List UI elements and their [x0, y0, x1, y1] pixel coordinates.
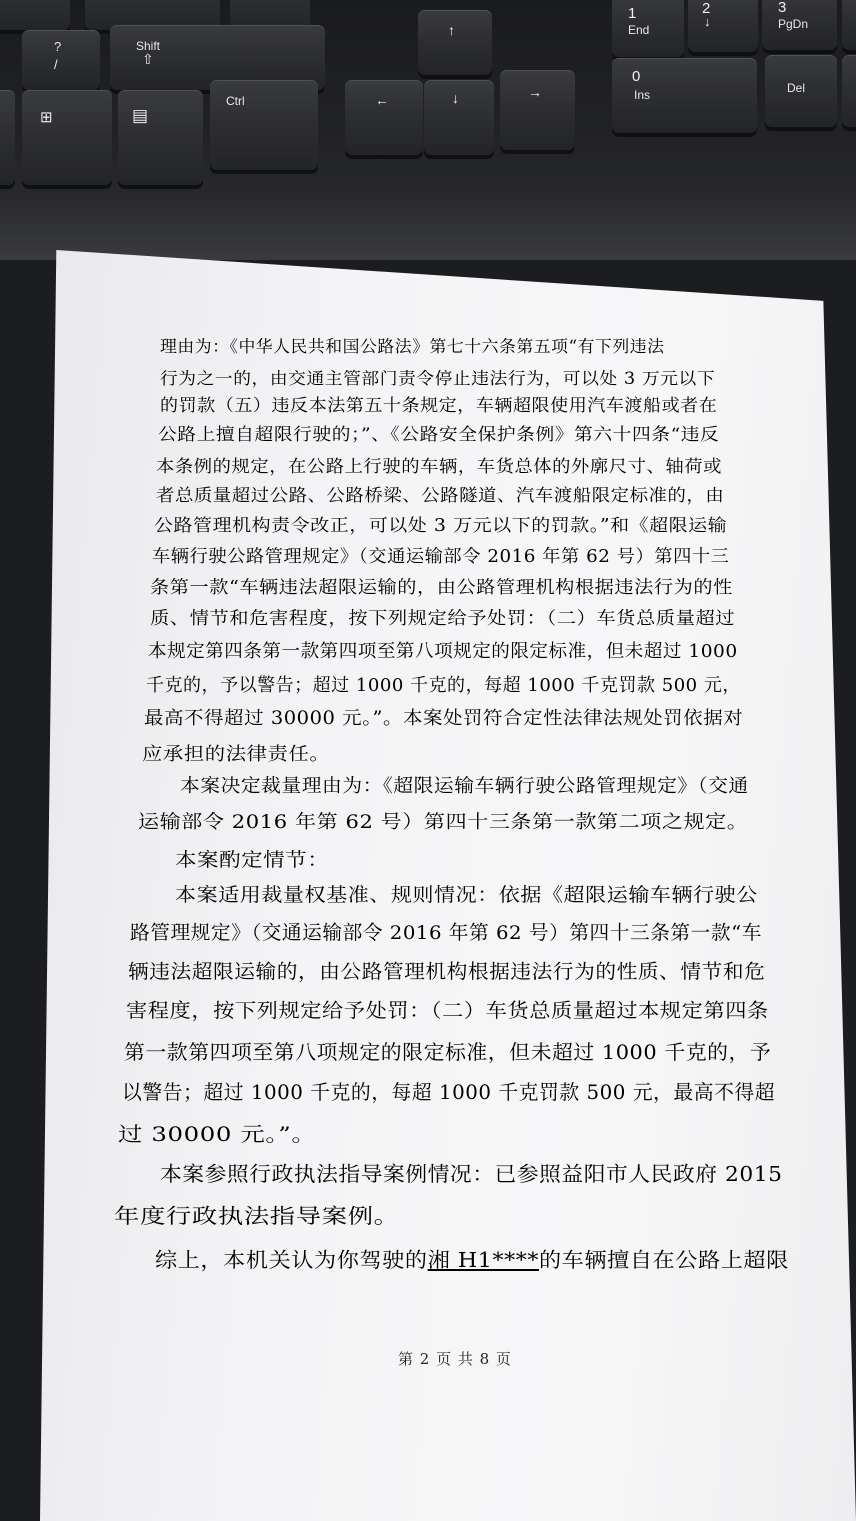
key-numpad-1-label: End: [628, 23, 650, 37]
key-windows: [22, 90, 112, 185]
key-top-left: [0, 0, 70, 30]
doc-line-4: 公路上擅自超限行驶的；”、《公路安全保护条例》第六十四条“违反: [158, 424, 720, 444]
doc-line-20: 辆违法超限运输的，由公路管理机构根据违法行为的性质、情节和危: [128, 960, 766, 983]
doc-line-18: 本案适用裁量权基准、规则情况：依据《超限运输车辆行驶公: [175, 884, 758, 906]
doc-line-8: 车辆行驶公路管理规定》（交通运输部令 2016 年第 62 号）第四十三: [152, 547, 730, 567]
menu-icon: ▤: [132, 106, 149, 125]
doc-line-23: 以警告；超过 1000 千克的，每超 1000 千克罚款 500 元，最高不得超: [122, 1081, 776, 1104]
doc-line-19: 路管理规定》（交通运输部令 2016 年第 62 号）第四十三条第一款“车: [130, 921, 762, 944]
arrow-down-icon: ↓: [452, 90, 459, 106]
key-shift-label: Shift: [136, 39, 161, 53]
doc-line-13: 最高不得超过 30000 元。”。本案处罚符合定性法律法规处罚依据对: [144, 708, 744, 729]
arrow-left-icon: ←: [375, 92, 389, 108]
doc-line-21: 害程度，按下列规定给予处罚：（二）车货总质量超过本规定第四条: [126, 999, 769, 1022]
doc-line-10: 质、情节和危害程度，按下列规定给予处罚：（二）车货总质量超过: [150, 609, 736, 629]
key-numpad-3-label: PgDn: [778, 17, 809, 31]
doc-line-7: 公路管理机构责令改正，可以处 3 万元以下的罚款。”和《超限运输: [154, 516, 728, 536]
desk-surface: [0, 200, 856, 260]
doc-line-15: 本案决定裁量理由为：《超限运输车辆行驶公路管理规定》（交通: [180, 776, 749, 797]
doc-line-1: 理由为：《中华人民共和国公路法》第七十六条第五项“有下列违法: [160, 337, 665, 356]
doc-line-11: 本规定第四条第一款第四项至第八项规定的限定标准，但未超过 1000: [148, 641, 738, 662]
doc-line-6: 者总质量超过公路、公路桥梁、公路隧道、汽车渡船限定标准的，由: [156, 486, 725, 506]
key-numpad-0-label: Ins: [634, 88, 651, 102]
doc-line-5: 本条例的规定，在公路上行驶的车辆，车货总体的外廓尺寸、轴荷或: [156, 457, 722, 477]
doc-line-24: 过 30000 元。”。: [118, 1122, 317, 1146]
key-arrow-up: [418, 10, 492, 75]
key-numpad-edge-2: [842, 55, 856, 127]
key-numpad-3-number: 3: [778, 0, 787, 16]
key-numpad-1: [612, 0, 684, 57]
page-number-footer: 第 2 页 共 8 页: [398, 1350, 512, 1368]
key-menu: [118, 90, 203, 185]
windows-logo-icon: ⊞: [40, 109, 53, 126]
doc-line-2: 行为之一的，由交通主管部门责令停止违法行为，可以处 3 万元以下: [160, 369, 716, 388]
key-numpad-3: [762, 0, 837, 50]
doc-line-27-before: 综上，本机关认为你驾驶的: [155, 1248, 428, 1272]
key-numpad-1-number: 1: [628, 5, 637, 22]
key-numpad-2-number: 2: [702, 0, 711, 17]
doc-line-14: 应承担的法律责任。: [142, 744, 331, 765]
doc-line-9: 条第一款“车辆违法超限运输的，由公路管理机构根据违法行为的性: [150, 578, 733, 598]
key-left-edge: [0, 90, 15, 185]
key-numpad-del-label: Del: [787, 81, 806, 95]
key-numpad-0-number: 0: [632, 68, 641, 85]
key-slash-bottom-label: /: [54, 57, 58, 72]
key-numpad-0: [612, 58, 757, 133]
key-numpad-del: [765, 55, 837, 127]
key-slash: [22, 30, 100, 90]
doc-line-3: 的罚款（五）违反本法第五十条规定，车辆超限使用汽车渡船或者在: [160, 395, 718, 415]
key-arrow-right: [500, 70, 575, 150]
doc-line-12: 千克的，予以警告；超过 1000 千克的，每超 1000 千克罚款 500 元，: [146, 675, 741, 696]
key-arrow-down: [424, 80, 494, 155]
doc-line-25: 本案参照行政执法指导案例情况：已参照益阳市人民政府 2015: [160, 1162, 783, 1186]
doc-line-17: 本案酌定情节：: [175, 850, 330, 871]
doc-line-27-after: 的车辆擅自在公路上超限: [538, 1248, 789, 1272]
doc-line-16: 运输部令 2016 年第 62 号）第四十三条第一款第二项之规定。: [138, 812, 749, 833]
doc-line-22: 第一款第四项至第八项规定的限定标准，但未超过 1000 千克的，予: [124, 1041, 772, 1064]
numpad-down-arrow-icon: ↓: [704, 14, 711, 29]
key-ctrl-label: Ctrl: [226, 94, 245, 108]
key-numpad-edge: [842, 0, 856, 50]
doc-line-26: 年度行政执法指导案例。: [114, 1204, 400, 1228]
doc-line-27: [155, 1243, 789, 1273]
arrow-right-icon: →: [528, 84, 542, 100]
shift-arrow-icon: ⇧: [142, 51, 154, 67]
license-plate: 湘 H1****: [427, 1248, 539, 1272]
key-arrow-left: [345, 80, 423, 155]
key-numpad-2: [688, 0, 758, 52]
arrow-up-icon: ↑: [448, 22, 455, 38]
key-ctrl: [210, 80, 318, 170]
key-slash-top-label: ?: [54, 39, 62, 54]
